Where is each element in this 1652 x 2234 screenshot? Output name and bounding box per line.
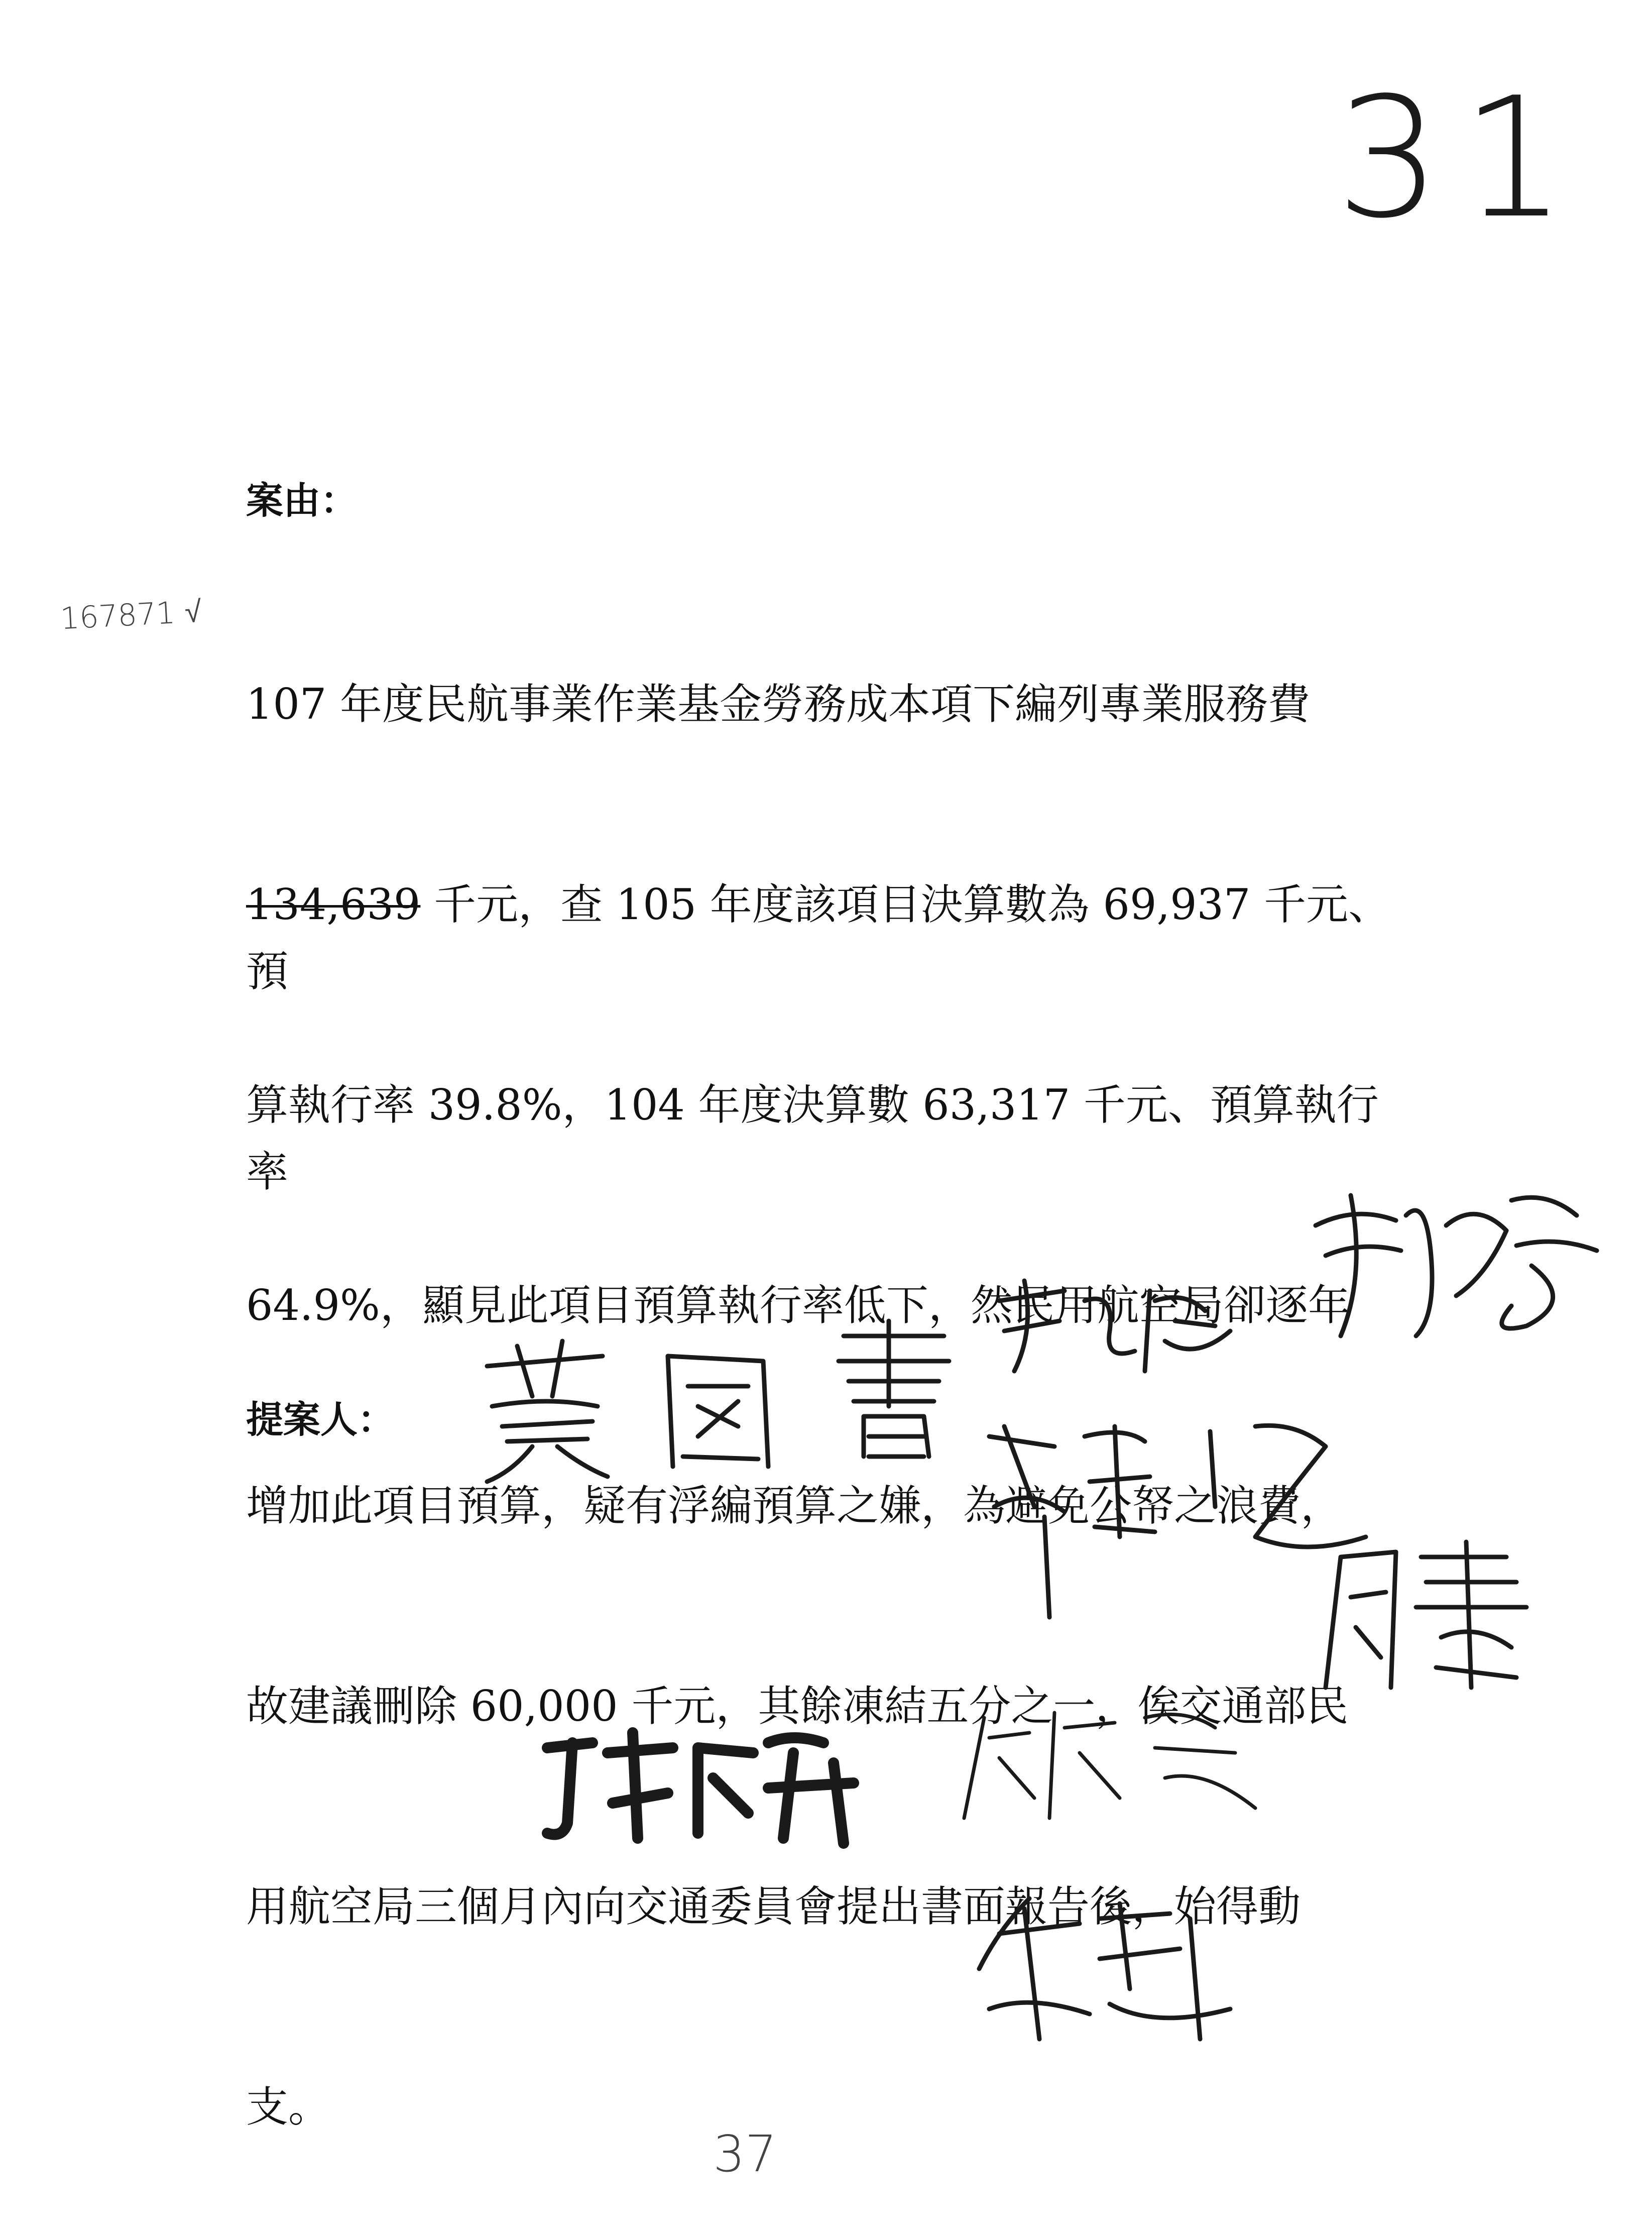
proposer-label: 提案人： — [246, 1398, 395, 1441]
handwritten-page-number: 31 — [1336, 62, 1587, 255]
body-line-7: 用航空局三個月內向交通委員會提出書面報告後，始得動 — [246, 1882, 1301, 1931]
signature-1 — [472, 1336, 623, 1487]
signature-10 — [969, 1888, 1250, 2059]
body-line-1: 107 年度民航事業作業基金勞務成本項下編列專業服務費 — [246, 680, 1311, 729]
body-line-4: 64.9%，顯見此項目預算執行率低下，然民用航空局卻逐年 — [246, 1281, 1350, 1330]
signature-9 — [954, 1698, 1275, 1828]
body-line-6: 故建議刪除 60,000 千元，其餘凍結五分之一，俟交通部民 — [246, 1682, 1349, 1731]
struck-amount: 134,639 — [246, 880, 421, 929]
body-line-3: 算執行率 39.8%，104 年度決算數 63,317 千元、預算執行率 — [246, 1080, 1379, 1196]
signature-3 — [823, 1316, 964, 1467]
body-line-5: 增加此項目預算，疑有浮編預算之嫌，為避免公帑之浪費， — [246, 1481, 1343, 1530]
margin-note: 167871 √ — [59, 594, 202, 637]
case-heading: 案由： — [246, 479, 358, 522]
signature-5 — [1295, 1185, 1607, 1356]
body-line-2 — [246, 871, 1401, 996]
signature-7 — [1316, 1537, 1537, 1698]
body-line-8: 支。 — [246, 2082, 331, 2132]
bottom-page-number: 37 — [713, 2125, 777, 2183]
body-line-2-rest: 千元，查 105 年度該項目決算數為 69,937 千元、預 — [246, 880, 1391, 996]
signature-2 — [653, 1346, 783, 1477]
signature-8 — [532, 1723, 874, 1853]
